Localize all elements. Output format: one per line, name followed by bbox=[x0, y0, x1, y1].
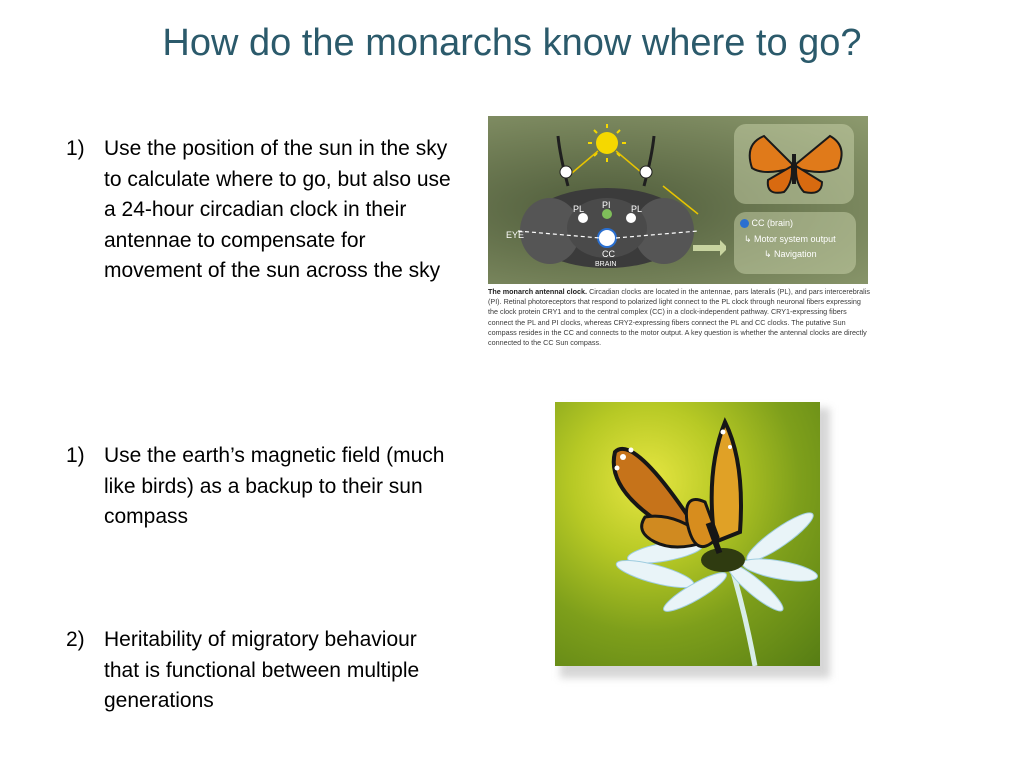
point-number: 1) bbox=[66, 137, 85, 160]
antenna-clock-right-icon bbox=[640, 166, 652, 178]
point-magnetic-field bbox=[66, 441, 456, 533]
point-heritability bbox=[66, 625, 456, 717]
butterfly-panel bbox=[734, 124, 854, 204]
clock-icon bbox=[740, 219, 749, 228]
antenna-clock-left-icon bbox=[560, 166, 572, 178]
monarch-antennal-clock-diagram bbox=[488, 116, 868, 284]
point-number: 2) bbox=[66, 628, 85, 651]
butterfly-icon bbox=[734, 124, 854, 204]
pl-clock-left-icon bbox=[578, 213, 588, 223]
cc-brain-label: CC (brain) bbox=[740, 218, 793, 228]
monarch-butterfly-photo bbox=[555, 402, 820, 666]
sun-icon bbox=[588, 124, 626, 162]
output-panel bbox=[734, 212, 856, 274]
caption-text: Circadian clocks are located in the antennae, pars lateralis (PL), and pars intercerebralis (PI). Retinal photoreceptors that respond to polarized light connect to the PL clock through neuronal fibers expressing the clock protein CRY1 and to the central complex (CC) in a clock-independent pathway. CRY1-expressing fibers connect the PL and PI clocks, whereas CRY2-expressing fibers connect the PL and CC clocks. The putative Sun compass resides in the CC and connects to the motor output. A key question is whether the antennal clocks are directly connected to the CC Sun compass. bbox=[488, 287, 870, 348]
pi-clock-icon bbox=[602, 209, 612, 219]
caption-title: The monarch antennal clock. bbox=[488, 287, 588, 296]
motor-output-label: ↳ Motor system output bbox=[744, 234, 836, 244]
cc-label: CC bbox=[602, 249, 615, 259]
point-text: Use the position of the sun in the sky to calculate where to go, but also use a 24-hour circadian clock in their antennae to compensate for movement of the sun across the sky bbox=[104, 137, 451, 282]
pi-label: PI bbox=[602, 200, 611, 210]
point-text: Heritability of migratory behaviour that is functional between multiple generations bbox=[104, 628, 420, 712]
pl-left-label: PL bbox=[573, 204, 585, 214]
pl-right-label: PL bbox=[631, 204, 643, 214]
slide-title: How do the monarchs know where to go? bbox=[162, 22, 862, 64]
point-sun-compass bbox=[66, 134, 456, 287]
figure-caption bbox=[488, 287, 870, 348]
pl-clock-right-icon bbox=[626, 213, 636, 223]
brain-label: BRAIN bbox=[595, 261, 617, 268]
antenna-right bbox=[644, 136, 654, 186]
navigation-label: ↳ Navigation bbox=[764, 249, 817, 259]
cc-compass-icon bbox=[598, 229, 616, 247]
antenna-left bbox=[558, 136, 568, 186]
eye-label: EYE bbox=[506, 230, 525, 240]
arrow-head bbox=[720, 240, 726, 256]
point-number: 1) bbox=[66, 444, 85, 467]
butterfly-on-flower-icon bbox=[555, 402, 820, 666]
point-text: Use the earth’s magnetic field (much like birds) as a backup to their sun compass bbox=[104, 444, 445, 528]
